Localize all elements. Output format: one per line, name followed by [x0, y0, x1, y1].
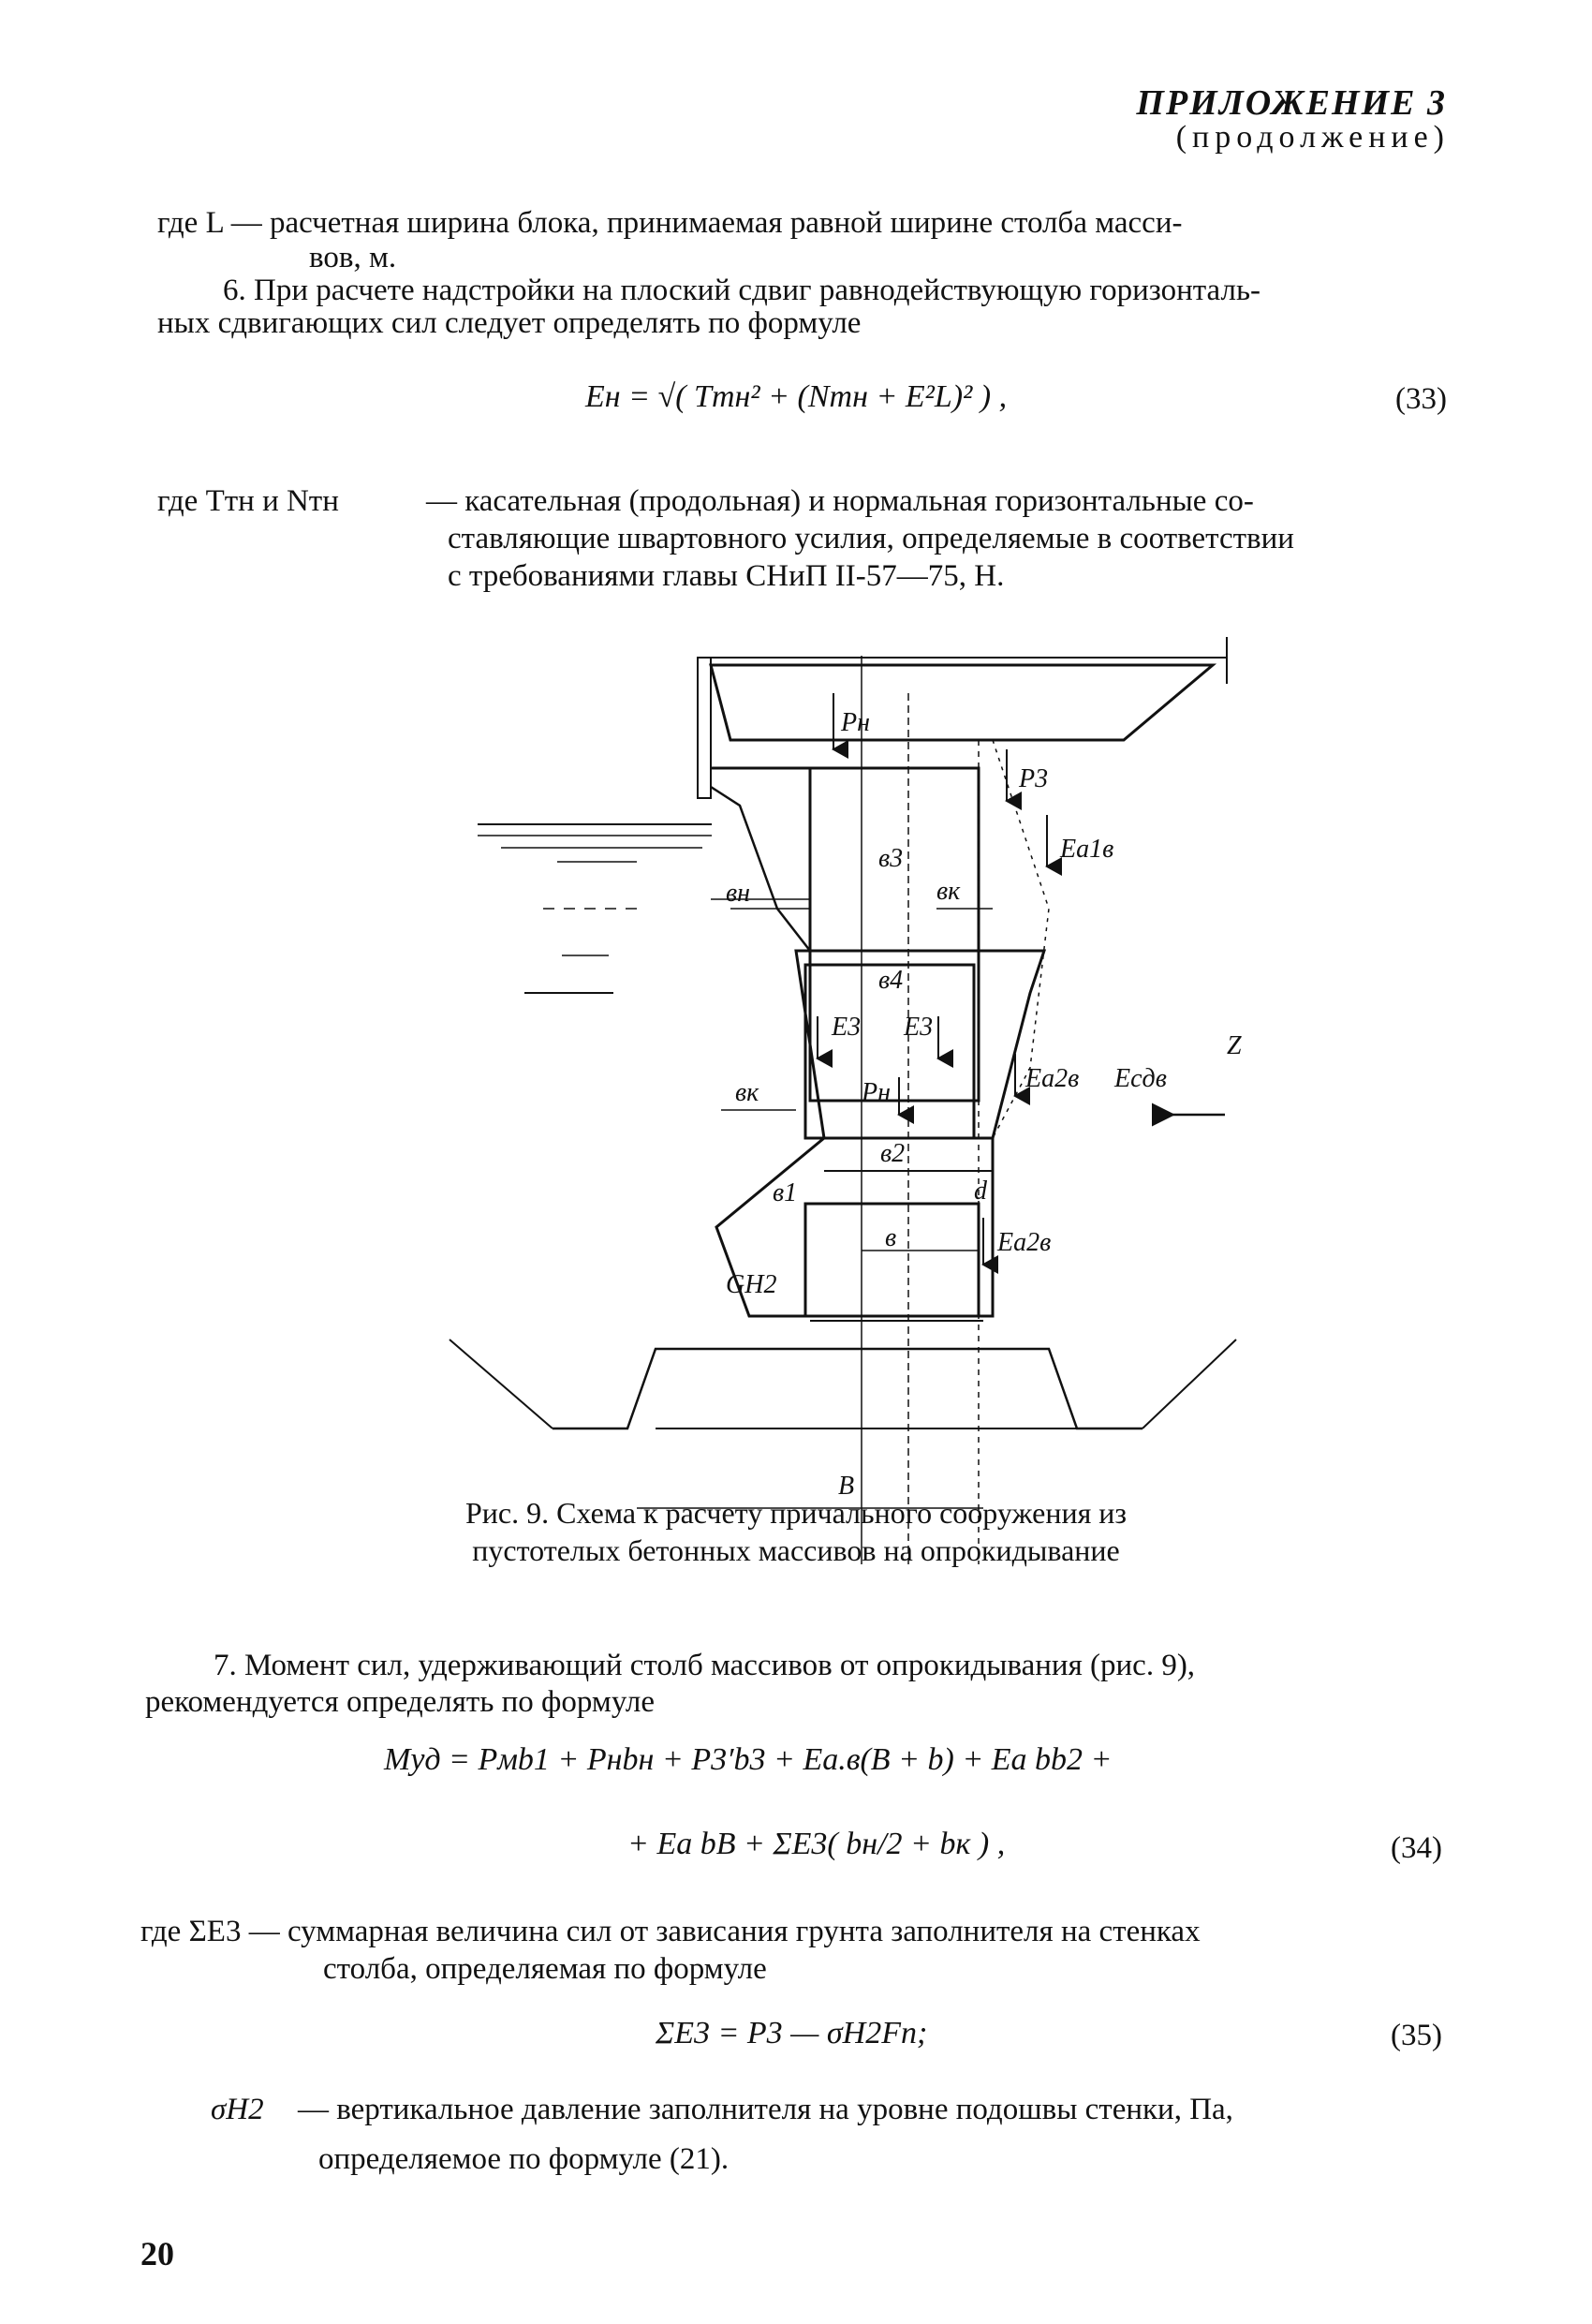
label-d: d [974, 1177, 987, 1206]
page-number: 20 [140, 2235, 174, 2272]
paragraph-6-line1: 6. При расчете надстройки на плоский сдвиг равнодействующую горизонталь- [223, 274, 1260, 307]
equation-35: ΣE3 = P3 — σH2Fп; [656, 2016, 928, 2050]
paragraph-T-line2: ставляющие швартовного усилия, определяемые в соответствии [448, 522, 1294, 555]
label-Ea2b-low: Ea2в [997, 1228, 1052, 1257]
equation-34-line1: Mуд = Pмb1 + Pнbн + P3′b3 + Ea.в(B + b) + Ea bb2 + [384, 1742, 1113, 1777]
label-E3-right: E3 [904, 1013, 934, 1042]
label-Ea2b: Ea2в [1025, 1064, 1080, 1093]
paragraph-L-line2: вов, м. [309, 241, 397, 274]
figure-9-diagram [337, 628, 1260, 1501]
label-GH2: GН2 [726, 1270, 777, 1299]
paragraph-7-line2: рекомендуется определять по формуле [145, 1685, 655, 1719]
paragraph-T-line1: — касательная (продольная) и нормальная горизонтальные со- [426, 484, 1254, 518]
paragraph-T-line3: с требованиями главы СНиП II-57—75, Н. [448, 559, 1005, 593]
label-b4: в4 [878, 966, 904, 995]
paragraph-sumE-line2: столба, определяемая по формуле [323, 1952, 767, 1986]
label-b: в [885, 1223, 897, 1252]
label-Pn-mid: Pн [862, 1078, 891, 1107]
label-Z: Z [1227, 1031, 1242, 1060]
label-E3-left: E3 [832, 1013, 862, 1042]
label-P3: P3 [1019, 764, 1049, 793]
equation-33-number: (33) [1395, 382, 1447, 416]
paragraph-sigma-lead: σH2 [211, 2093, 264, 2126]
label-B: B [838, 1472, 855, 1501]
equation-34-number: (34) [1391, 1831, 1442, 1865]
equation-33: Eн = √( Tтн² + (Nтн + E²L)² ) , [585, 379, 1008, 414]
label-Esdb: Eсдв [1114, 1064, 1167, 1093]
paragraph-sumE-line1: где ΣE3 — суммарная величина сил от зависания грунта заполнителя на стенках [140, 1915, 1201, 1948]
label-Ea1b: Ea1в [1060, 835, 1114, 864]
paragraph-T-lead: где Tтн и Nтн [157, 484, 339, 518]
label-bn: вн [726, 879, 751, 908]
label-bk-left: вк [735, 1078, 759, 1107]
paragraph-sigma-line1: — вертикальное давление заполнителя на уровне подошвы стенки, Па, [298, 2093, 1233, 2126]
label-b1: в1 [773, 1178, 798, 1207]
label-b2: в2 [880, 1139, 906, 1168]
equation-34-line2: + Ea bB + ΣE3( bн/2 + bк ) , [627, 1827, 1006, 1861]
paragraph-sigma-line2: определяемое по формуле (21). [318, 2142, 730, 2176]
label-b3: в3 [878, 844, 904, 873]
paragraph-7-line1: 7. Момент сил, удерживающий столб массивов от опрокидывания (рис. 9), [214, 1649, 1196, 1682]
label-Pn-top: Pн [841, 708, 870, 737]
figure-caption-line2: пустотелых бетонных массивов на опрокидывание [472, 1533, 1120, 1567]
label-bk-top: вк [936, 877, 961, 906]
equation-35-number: (35) [1391, 2019, 1442, 2052]
paragraph-6-line2: ных сдвигающих сил следует определять по формуле [157, 306, 862, 340]
appendix-title: ПРИЛОЖЕНИЕ 3 [1136, 83, 1447, 123]
figure-caption-line1: Рис. 9. Схема к расчету причального сооружения из [464, 1496, 1128, 1530]
paragraph-L-line1: где L — расчетная ширина блока, принимаемая равной ширине столба масси- [157, 206, 1183, 240]
appendix-subtitle: (продолжение) [1175, 120, 1450, 155]
